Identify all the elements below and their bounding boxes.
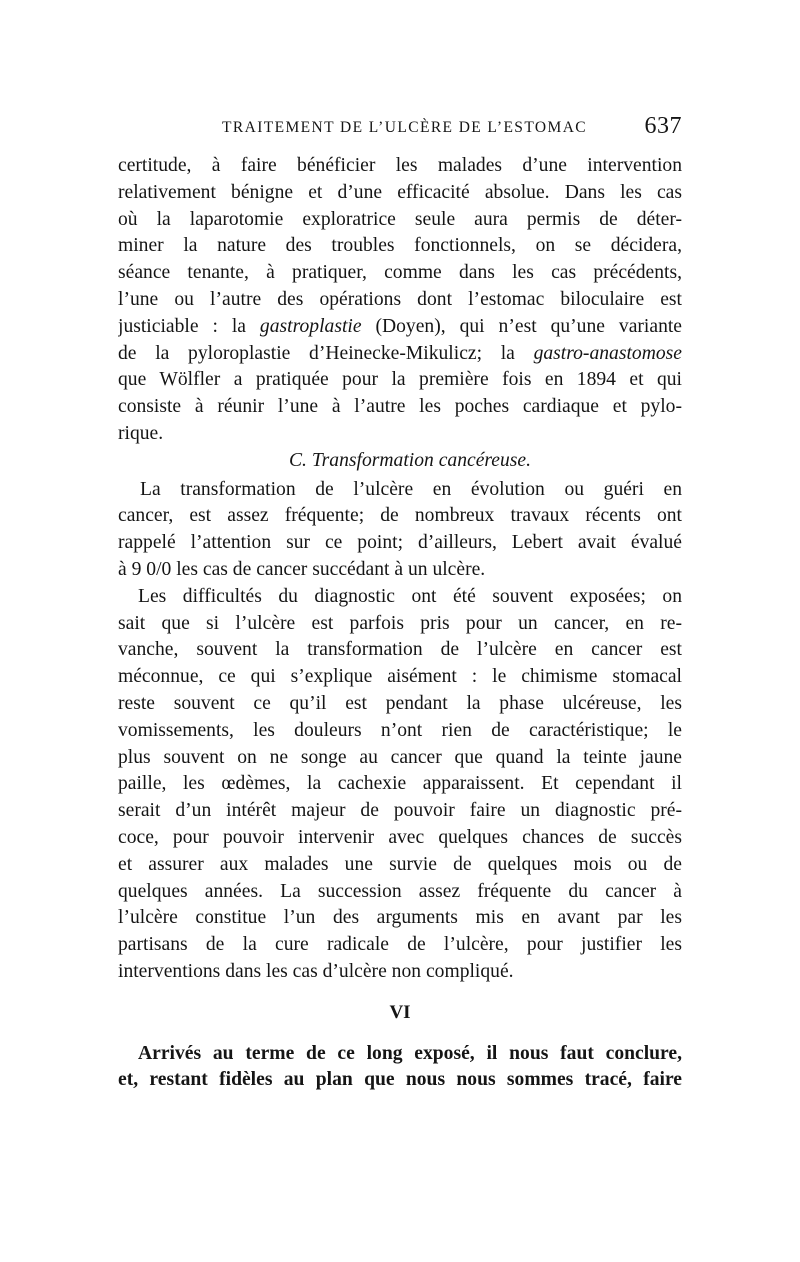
text-line: où la laparotomie exploratrice seule aura permis de déter- [118,208,682,230]
text-line: miner la nature des troubles fonctionnels, on se décidera, [118,235,682,257]
text-line: vanche, souvent la transformation de l’ulcère en cancer est [118,639,682,661]
text-line: relativement bénigne et d’une efficacité absolue. Dans les cas [118,181,682,203]
text-line: l’ulcère constitue l’un des arguments mis en avant par les [118,907,682,929]
text-line: certitude, à faire bénéficier les malades d’une intervention [118,155,682,176]
text-line: que Wölfler a pratiquée pour la première fois en 1894 et qui [118,369,682,391]
text-line: sait que si l’ulcère est parfois pris pour un cancer, en re- [118,612,682,634]
text-line: l’une ou l’autre des opérations dont l’estomac biloculaire est [118,288,682,310]
text-line: et assurer aux malades une survie de quelques mois ou de [118,853,682,875]
subheading: C. Transformation cancéreuse. [288,449,531,471]
text-line: serait d’un intérêt majeur de pouvoir faire un diagnostic pré- [118,800,682,822]
text-line: quelques années. La succession assez fréquente du cancer à [118,880,682,902]
text-line: méconnue, ce qui s’explique aisément : le chimisme stomacal [118,666,682,688]
running-title: TRAITEMENT DE L’ULCÈRE DE L’ESTOMAC [222,119,588,136]
text-line: rappelé l’attention sur ce point; d’ailleurs, Lebert avait évalué [118,532,682,554]
text-line: cancer, est assez fréquente; de nombreux travaux récents ont [118,505,682,527]
text-line: interventions dans les cas d’ulcère non compliqué. [118,960,514,982]
text-run: (Doyen), qui n’est qu’une variante [361,315,682,337]
italic-term: gastroplastie [259,315,362,337]
text-line: séance tenante, à pratiquer, comme dans les cas précédents, [118,262,682,284]
italic-term: gastro-anastomose [533,342,682,364]
text-line: rique. [118,422,164,444]
text-line: et, restant fidèles au plan que nous nous sommes tracé, faire [118,1069,682,1091]
text-line: vomissements, les douleurs n’ont rien de caractéristique; le [118,719,682,741]
text-run: de la pyloroplastie d’Heinecke-Mikulicz; la [118,342,534,364]
text-line: reste souvent ce qu’il est pendant la phase ulcéreuse, les [118,692,682,714]
text-line: consiste à réunir l’une à l’autre les poches cardiaque et pylo- [118,396,682,418]
text-line: coce, pour pouvoir intervenir avec quelques chances de succès [118,826,682,848]
text-run: justiciable : la [118,315,260,337]
paragraph-1 [118,153,682,448]
text-line: plus souvent on ne songe au cancer que quand la teinte jaune [118,746,682,768]
text-line: Arrivés au terme de ce long exposé, il nous faut conclure, [138,1042,682,1064]
section-numeral: VI [389,1001,411,1023]
paragraph-4 [118,1041,682,1095]
text-line [118,341,682,368]
running-header [118,113,682,143]
page-body [118,153,682,1094]
text-line: à 9 0/0 les cas de cancer succédant à un ulcère. [118,558,486,580]
text-line: Les difficultés du diagnostic ont été souvent exposées; on [138,585,682,607]
text-line [118,314,682,341]
text-line: La transformation de l’ulcère en évolution ou guéri en [140,478,682,500]
page-number: 637 [644,113,682,139]
text-line: paille, les œdèmes, la cachexie apparaissent. Et cependant il [118,773,682,795]
text-line: partisans de la cure radicale de l’ulcère, pour justifier les [118,934,682,956]
paragraph-2 [118,477,682,584]
paragraph-3 [118,584,682,986]
